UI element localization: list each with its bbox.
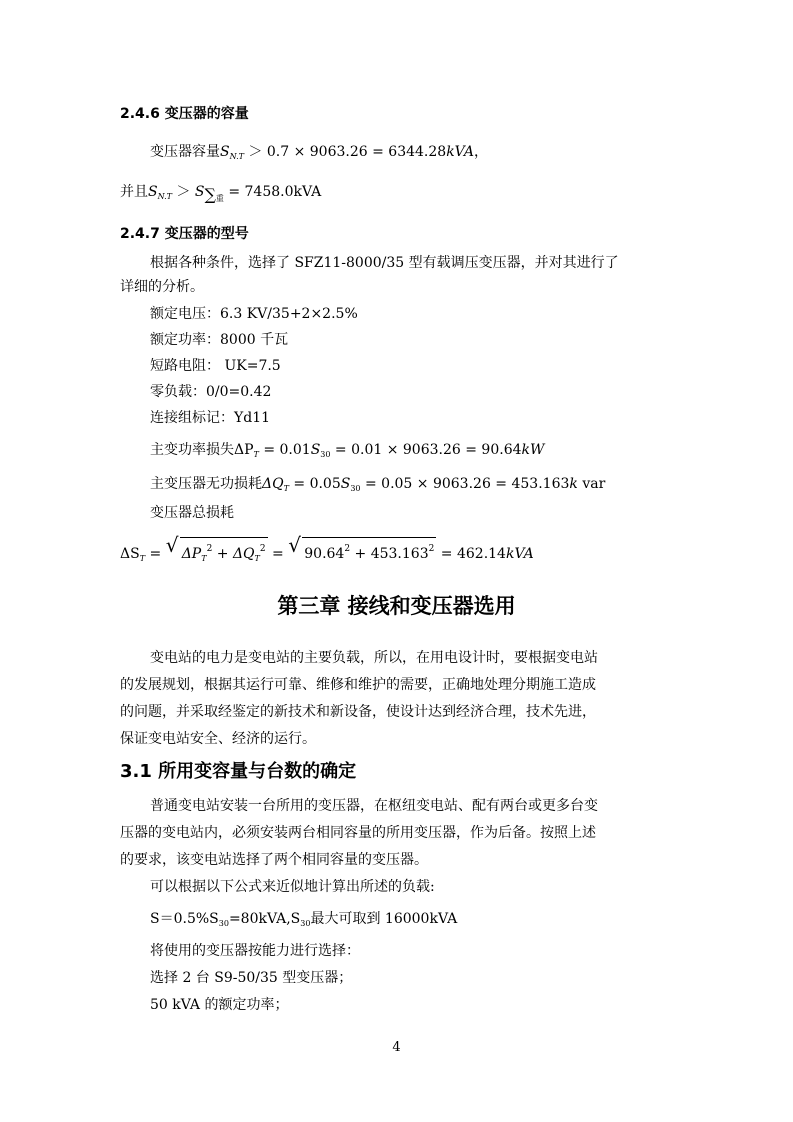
reactive-power-loss-formula: 主变压器无功损耗$\Delta Q_T = 0.05S_{30} = 0.05 \times 9063.26 = 453.163k$ var [150,476,606,493]
paragraph-line: 保证变电站安全、经济的运行。 [120,731,316,747]
spec-item: 额定功率：8000 千瓦 [150,332,289,348]
paragraph-line: 变电站的电力是变电站的主要负载，所以，在用电设计时，要根据变电站 [150,650,598,666]
paragraph-line: 根据各种条件，选择了 SFZ11-8000/35 型有载调压变压器，并对其进行了 [150,255,619,271]
spec-item: 额定电压：6.3 KV/35+2×2.5% [150,306,358,322]
paragraph-line: 的问题，并采取经鉴定的新技术和新设备，使设计达到经济合理，技术先进， [120,704,596,720]
capacity-formula-1: 变压器容量$S_{N.T} > 0.7 \times 9063.26 = 6344.28kVA$， [150,144,488,161]
spec-item: 连接组标记：Yd11 [150,410,271,426]
sqrt-expression: √ $\Delta P_T^2 + \Delta Q_T^2$ [166,537,268,569]
chapter-title: 第三章 接线和变压器选用 [277,594,516,618]
paragraph-line: 将使用的变压器按能力进行选择： [150,943,360,959]
paragraph-line: 选择 2 台 S9-50/35 型变压器； [150,970,353,986]
load-formula: $S=0.5\%S_{30}=80kVA,S_{30}$最大可取到 16000kVA [150,911,458,928]
section-heading-2-4-7: 2.4.7 变压器的型号 [120,226,249,242]
total-loss-label: 变压器总损耗 [150,505,234,521]
paragraph-line: 可以根据以下公式来近似地计算出所述的负载: [150,879,435,895]
paragraph-line: 详细的分析。 [120,279,204,295]
section-heading-2-4-6: 2.4.6 变压器的容量 [120,106,249,122]
active-power-loss-formula: 主变功率损失$\Delta P_T = 0.01S_{30} = 0.01 \times 9063.26 = 90.64kW$ [150,442,545,459]
paragraph-line: 压器的变电站内，必须安装两台相同容量的所用变压器，作为后备。按照上述 [120,825,596,841]
section-heading-3-1: 3.1 所用变容量与台数的确定 [120,761,357,782]
capacity-formula-2: 并且$S_{N.T} > S\sum_重 = 7458.0kVA$ [120,184,322,204]
paragraph-line: 的要求，该变电站选择了两个相同容量的变压器。 [120,852,428,868]
total-loss-formula: $\Delta S_T$ = √ $\Delta P_T^2 + \Delta Q_T^2$ = √ $90.64^2 + 453.163^2 = 462.14kVA$ [120,537,534,569]
spec-item: 短路电阻： UK=7.5 [150,358,281,374]
paragraph-line: 的发展规划，根据其运行可靠、维修和维护的需要，正确地处理分期施工造成 [120,677,596,693]
page-number: 4 [392,1040,401,1055]
sqrt-expression: √ $90.64^2 + 453.163^2$ [288,533,435,562]
capacity-label: 变压器容量 [150,144,220,160]
spec-item: 零负载：0/0=0.42 [150,384,272,400]
paragraph-line: 普通变电站安装一台所用的变压器，在枢纽变电站、配有两台或更多台变 [150,798,598,814]
paragraph-line: 50 kVA 的额定功率； [150,997,289,1013]
